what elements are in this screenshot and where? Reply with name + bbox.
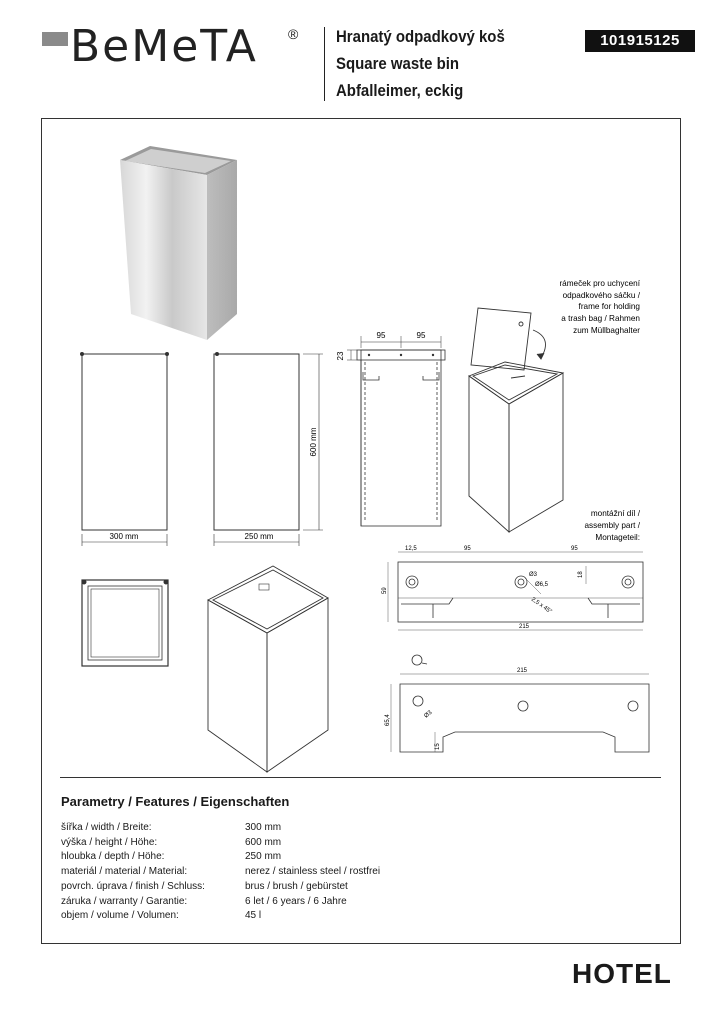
svg-text:a trash bag / Rahmen: a trash bag / Rahmen [561, 314, 640, 323]
param-label: objem / volume / Volumen: [61, 910, 179, 922]
technical-drawings [41, 118, 681, 778]
param-label: záruka / warranty / Garantie: [61, 895, 188, 907]
svg-text:Montageteil:: Montageteil: [595, 533, 640, 542]
product-code: 101915125 [585, 30, 695, 52]
dim-95b: 95 [416, 331, 426, 340]
param-row [61, 836, 282, 848]
param-label: šířka / width / Breite: [61, 822, 152, 833]
param-label: materiál / material / Material: [61, 866, 188, 878]
param-value: brus / brush / gebürstet [245, 880, 348, 892]
svg-text:95: 95 [464, 546, 471, 552]
param-label: povrch. úprava / finish / Schluss: [61, 880, 205, 892]
product-photo [120, 146, 237, 340]
svg-text:59: 59 [382, 587, 388, 594]
param-value: 6 let / 6 years / 6 Jahre [245, 895, 347, 907]
section-view-points [368, 354, 434, 356]
svg-text:65,4: 65,4 [385, 714, 391, 726]
dim-width: 300 mm [109, 532, 139, 541]
svg-text:18: 18 [578, 571, 584, 578]
assembly-front-dims [385, 668, 528, 750]
title-cz: Hranatý odpadkový koš [336, 27, 505, 46]
svg-text:odpadkového sáčku /: odpadkového sáčku / [562, 291, 640, 300]
front-view [81, 353, 169, 547]
param-value: nerez / stainless steel / rostfrei [245, 866, 381, 878]
svg-text:12,5: 12,5 [405, 546, 417, 552]
param-row [61, 822, 282, 833]
header-divider [324, 27, 325, 101]
svg-text:Ø6,5: Ø6,5 [535, 582, 549, 588]
svg-text:2,5 x 45°: 2,5 x 45° [529, 596, 553, 616]
svg-text:Ø3: Ø3 [529, 572, 538, 578]
dim-23: 23 [336, 351, 345, 361]
svg-text:rámeček pro uchycení: rámeček pro uchycení [559, 279, 640, 288]
svg-text:95: 95 [571, 546, 578, 552]
svg-text:frame for holding: frame for holding [578, 302, 640, 311]
title-de: Abfalleimer, eckig [336, 81, 464, 100]
param-row [61, 880, 348, 892]
param-value: 45 l [245, 910, 262, 922]
param-value: 600 mm [245, 836, 282, 848]
category-label: HOTEL [572, 958, 672, 989]
param-label: výška / height / Höhe: [61, 836, 158, 848]
section-view [347, 336, 445, 526]
params-heading: Parametry / Features / Eigenschaften [61, 794, 290, 809]
svg-text:15: 15 [435, 743, 441, 750]
callout-assembly [584, 509, 640, 542]
param-label: hloubka / depth / Höhe: [61, 851, 165, 863]
svg-text:assembly part /: assembly part / [584, 521, 640, 530]
top-view [82, 580, 168, 666]
svg-text:zum Müllbaghalter: zum Müllbaghalter [573, 326, 640, 335]
param-row [61, 851, 282, 863]
dim-height: 600 mm [309, 427, 318, 457]
section-divider [60, 777, 661, 778]
dim-95a: 95 [376, 331, 386, 340]
svg-text:215: 215 [519, 624, 530, 630]
svg-text:215: 215 [517, 668, 528, 674]
assembly-part-view [388, 552, 643, 630]
svg-text:montážní díl /: montážní díl / [590, 509, 640, 518]
iso-bin [208, 566, 328, 772]
registered-mark: ® [288, 26, 299, 42]
param-value: 250 mm [245, 851, 282, 863]
brand-logo: BeMeTA [70, 21, 258, 72]
param-row [61, 910, 262, 922]
param-row [61, 866, 381, 878]
title-en: Square waste bin [336, 54, 460, 73]
param-value: 300 mm [245, 822, 282, 833]
iso-with-frame [469, 308, 563, 532]
callout-frame [559, 279, 640, 335]
svg-text:Ø3: Ø3 [423, 709, 434, 720]
side-view [214, 353, 323, 547]
logo-mark [42, 32, 68, 46]
param-row [61, 895, 347, 907]
dim-depth: 250 mm [244, 532, 274, 541]
